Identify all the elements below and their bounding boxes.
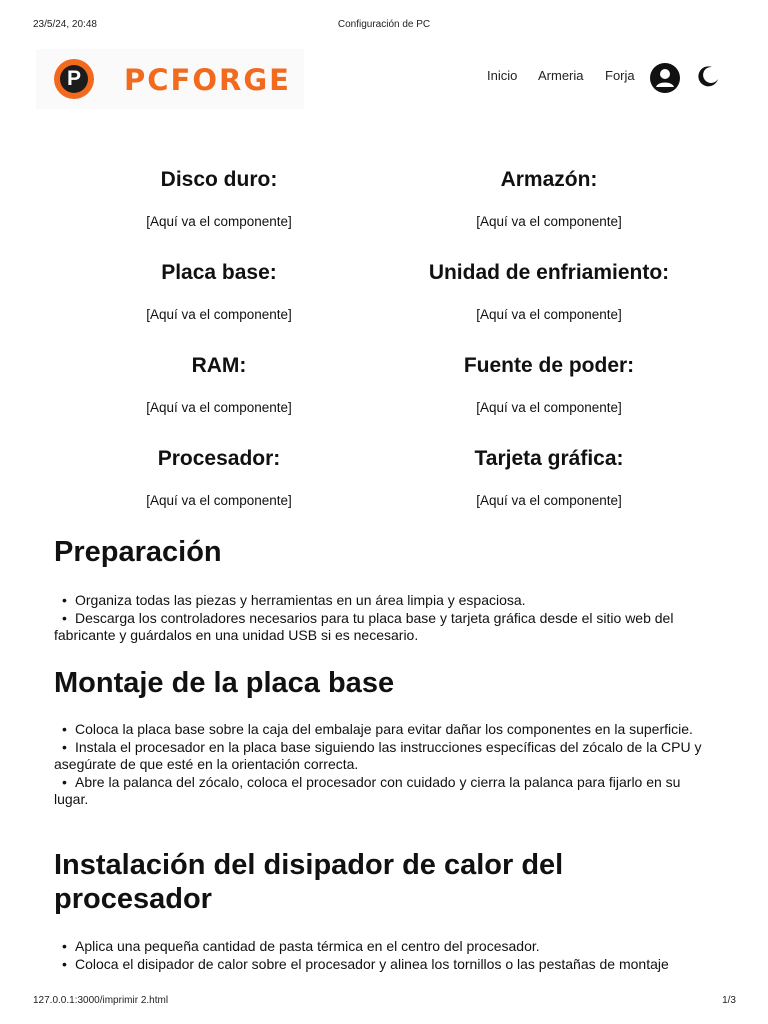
dark-mode-moon-icon[interactable] (697, 64, 721, 88)
list-item: • Coloca la placa base sobre la caja del embalaje para evitar dañar los componentes en la superficie. (54, 721, 714, 739)
component-label: Unidad de enfriamiento: (428, 261, 670, 284)
user-account-icon[interactable] (649, 62, 681, 94)
component-value: [Aquí va el componente] (146, 307, 292, 322)
list-item: • Instala el procesador en la placa base siguiendo las instrucciones específicas del zócalo de la CPU y asegúrate de que esté en la orientación correcta. (54, 739, 714, 774)
component-armazon (384, 166, 714, 231)
section-title: Instalación del disipador de calor del procesador (54, 849, 564, 915)
nav-inicio[interactable]: Inicio (487, 68, 518, 83)
bullet-list (54, 721, 714, 809)
component-value: [Aquí va el componente] (476, 400, 622, 415)
component-tarjeta-grafica (384, 445, 714, 510)
list-item: • Organiza todas las piezas y herramientas en un área limpia y espaciosa. (54, 592, 714, 610)
bullet-list (54, 592, 714, 645)
list-item: • Coloca el disipador de calor sobre el procesador y alinea los tornillos o las pestañas de montaje (54, 956, 714, 974)
component-unidad-enfriamiento (384, 259, 714, 324)
print-doc-title: Configuración de PC (337, 19, 431, 30)
component-label: Tarjeta gráfica: (474, 447, 624, 470)
component-label: Armazón: (500, 168, 598, 191)
nav-armeria[interactable]: Armeria (538, 68, 584, 83)
print-date: 23/5/24, 20:48 (33, 19, 97, 30)
logo-letter: P (66, 67, 81, 90)
print-url: 127.0.0.1:3000/imprimir 2.html (33, 995, 169, 1006)
bullet-list (54, 938, 714, 973)
component-value: [Aquí va el componente] (146, 214, 292, 229)
component-fuente-poder (384, 352, 714, 417)
logo-mark-icon (54, 59, 94, 99)
component-label: Placa base: (161, 261, 277, 284)
component-disco-duro (54, 166, 384, 231)
list-item: • Abre la palanca del zócalo, coloca el procesador con cuidado y cierra la palanca para fijarlo en su lugar. (54, 774, 714, 809)
component-value: [Aquí va el componente] (146, 493, 292, 508)
component-value: [Aquí va el componente] (476, 307, 622, 322)
list-item: • Aplica una pequeña cantidad de pasta térmica en el centro del procesador. (54, 938, 714, 956)
component-placa-base (54, 259, 384, 324)
component-label: Disco duro: (160, 168, 278, 191)
brand-logo[interactable] (36, 49, 304, 109)
component-procesador (54, 445, 384, 510)
list-item: • Descarga los controladores necesarios para tu placa base y tarjeta gráfica desde el sitio web del fabricante y guárdalos en una unidad USB si es necesario. (54, 610, 714, 645)
print-page-number: 1/3 (722, 995, 736, 1006)
component-label: Procesador: (157, 447, 281, 470)
component-value: [Aquí va el componente] (476, 493, 622, 508)
nav-forja[interactable]: Forja (605, 68, 635, 83)
brand-name: PCFORGE (124, 63, 291, 97)
section-title: Montaje de la placa base (54, 667, 395, 699)
component-label: RAM: (191, 354, 247, 377)
component-ram (54, 352, 384, 417)
section-title: Preparación (54, 536, 222, 568)
component-value: [Aquí va el componente] (476, 214, 622, 229)
component-value: [Aquí va el componente] (146, 400, 292, 415)
component-label: Fuente de poder: (463, 354, 635, 377)
